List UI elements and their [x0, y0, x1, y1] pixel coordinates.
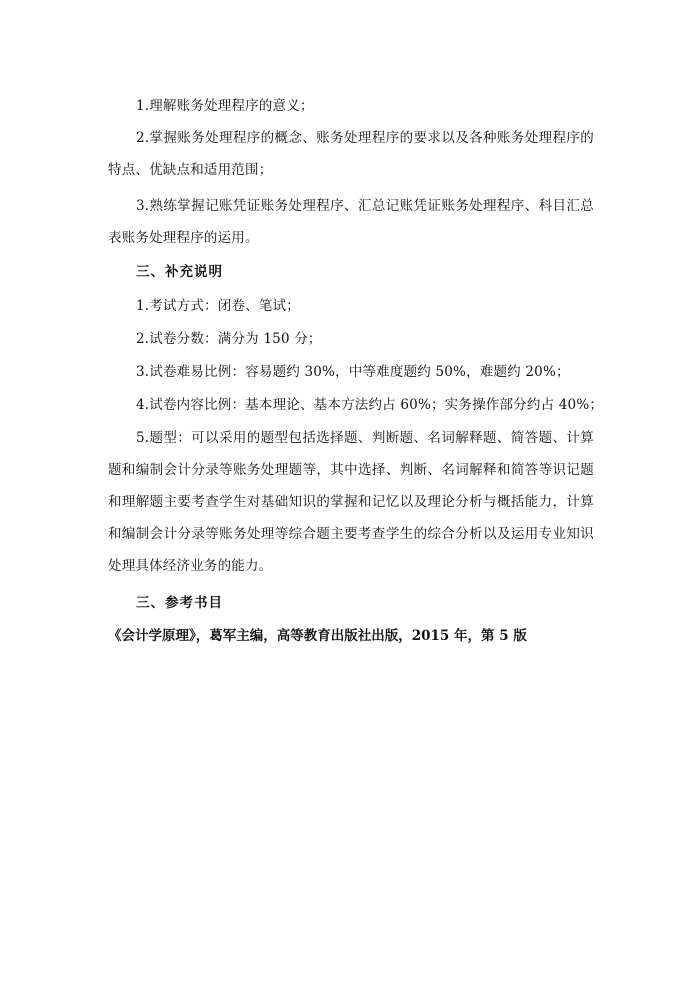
section-heading-supplement: 三、补充说明 — [136, 264, 223, 280]
supplement-item-exam-format: 1.考试方式：闭卷、笔试； — [136, 298, 300, 314]
supplement-item-content-ratio: 4.试卷内容比例：基本理论、基本方法约占 60%；实务操作部分约占 40%； — [136, 397, 604, 413]
objective-item-1: 1.理解账务处理程序的意义； — [136, 98, 314, 114]
reference-book: 《会计学原理》，葛军主编，高等教育出版社出版，2015 年，第 5 版 — [108, 628, 527, 644]
supplement-item-question-types: 5.题型：可以采用的题型包括选择题、判断题、名词解释题、简答题、计算题和编制会计分录等账务处理题等，其中选择、判断、名词解释和简答等识记题和理解题主要考查学生对基础知识的掌握和记忆以及理论分析与概括能力，计算和编制会计分录等账务处理等综合题主要考查学生的综合分析以及运用专业知识处理具体经济业务的能力。 — [108, 430, 594, 574]
objective-item-3: 3.熟练掌握记账凭证账务处理程序、汇总记账凭证账务处理程序、科目汇总表账务处理程序的运用。 — [108, 198, 594, 246]
section-heading-references: 三、参考书目 — [136, 595, 223, 611]
supplement-item-difficulty: 3.试卷难易比例：容易题约 30%，中等难度题约 50%，难题约 20%； — [136, 364, 570, 380]
objective-item-2: 2.掌握账务处理程序的概念、账务处理程序的要求以及各种账务处理程序的特点、优缺点和适用范围； — [108, 130, 594, 178]
supplement-item-score: 2.试卷分数：满分为 150 分； — [136, 331, 322, 347]
